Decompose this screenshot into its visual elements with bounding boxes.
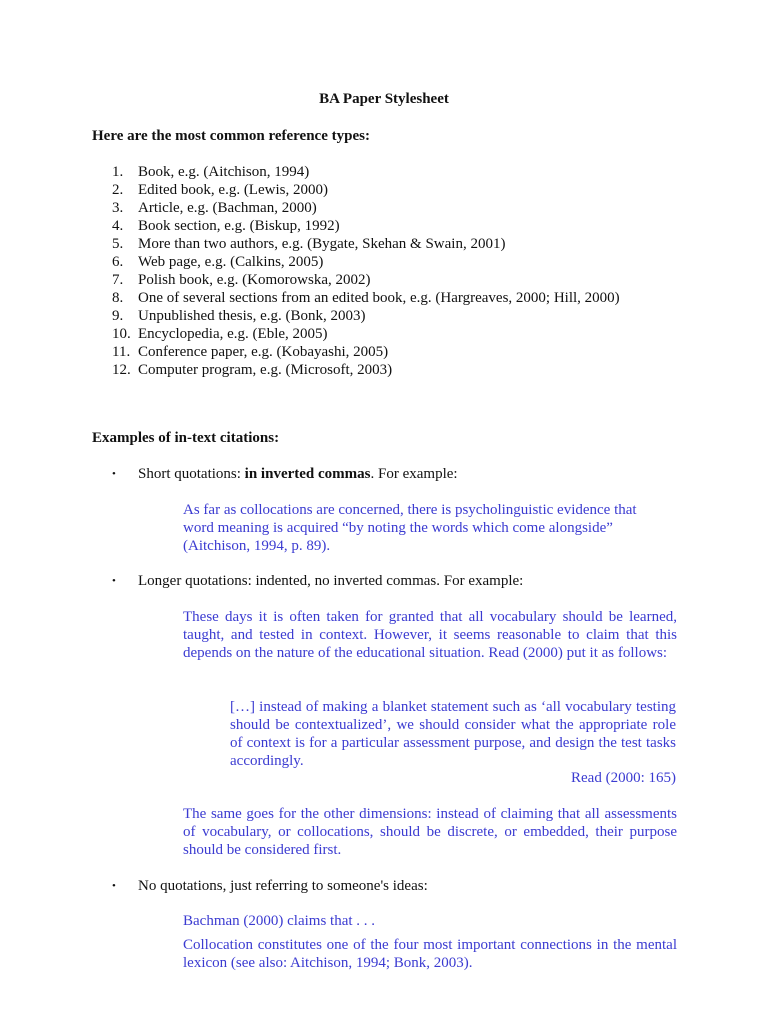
reference-list-item (112, 163, 620, 181)
reference-number: 6. (112, 254, 124, 270)
reference-list-item (112, 325, 620, 343)
references-heading: Here are the most common reference types: (92, 128, 370, 144)
block-quote: […] instead of making a blanket statement such as ‘all vocabulary testing should be contextualized’, we should consider what the appropriate role of context is for a particular assessment purpose, and design the test tasks accordingly. (230, 699, 676, 769)
page-title: BA Paper Stylesheet (319, 91, 449, 107)
longer-quotation-intro: These days it is often taken for granted that all vocabulary should be learned, taught, and tested in context. However, it seems reasonable to claim that this depends on the nature of the educational situation. Read (2000) put it as follows: (183, 609, 677, 661)
reference-number: 4. (112, 218, 124, 234)
reference-number: 2. (112, 182, 124, 198)
short-quotation-example: As far as collocations are concerned, there is psycholinguistic evidence that word meaning is acquired “by noting the words which come alongside” (Aitchison, 1994, p. 89). (183, 502, 637, 554)
no-quotation-example-2: Collocation constitutes one of the four most important connections in the mental lexicon (see also: Aitchison, 1994; Bonk, 2003). (183, 937, 677, 971)
reference-types-list (112, 163, 620, 379)
reference-number: 5. (112, 236, 124, 252)
citations-heading: Examples of in-text citations: (92, 430, 280, 446)
bullet-icon: • (112, 880, 116, 892)
reference-list-item (112, 361, 620, 379)
reference-number: 3. (112, 200, 124, 216)
bullet-icon: • (112, 575, 116, 587)
short-quotations-label (138, 465, 458, 483)
reference-list-item (112, 217, 620, 235)
reference-list-item (112, 307, 620, 325)
reference-text: Conference paper, e.g. (Kobayashi, 2005) (138, 344, 389, 360)
short-quotations-lead: Short quotations: (138, 466, 245, 482)
reference-number: 8. (112, 290, 124, 306)
reference-list-item (112, 235, 620, 253)
reference-list-item (112, 289, 620, 307)
block-quote-source: Read (2000: 165) (571, 770, 676, 786)
reference-text: More than two authors, e.g. (Bygate, Skehan & Swain, 2001) (138, 236, 506, 252)
reference-text: Web page, e.g. (Calkins, 2005) (138, 254, 324, 270)
longer-quotations-label: Longer quotations: indented, no inverted commas. For example: (138, 573, 524, 589)
reference-number: 7. (112, 272, 124, 288)
reference-list-item (112, 199, 620, 217)
longer-quotation-conclusion: The same goes for the other dimensions: instead of claiming that all assessments of vocabulary, or collocations, should be discrete, or embedded, their purpose should be considered first. (183, 806, 677, 858)
reference-number: 11. (112, 344, 131, 360)
reference-text: Edited book, e.g. (Lewis, 2000) (138, 182, 328, 198)
reference-text: Encyclopedia, e.g. (Eble, 2005) (138, 326, 328, 342)
reference-number: 1. (112, 164, 124, 180)
no-quotations-item (112, 877, 428, 895)
short-quotations-item (112, 465, 458, 483)
reference-text: Article, e.g. (Bachman, 2000) (138, 200, 317, 216)
reference-list-item (112, 271, 620, 289)
bullet-icon: • (112, 468, 116, 480)
reference-text: Computer program, e.g. (Microsoft, 2003) (138, 362, 393, 378)
reference-text: Unpublished thesis, e.g. (Bonk, 2003) (138, 308, 366, 324)
reference-text: Polish book, e.g. (Komorowska, 2002) (138, 272, 371, 288)
reference-list-item (112, 181, 620, 199)
short-quotations-tail: . For example: (370, 466, 458, 482)
reference-text: Book, e.g. (Aitchison, 1994) (138, 164, 310, 180)
no-quotation-example-1: Bachman (2000) claims that . . . (183, 913, 376, 929)
reference-text: One of several sections from an edited book, e.g. (Hargreaves, 2000; Hill, 2000) (138, 290, 620, 306)
reference-number: 12. (112, 362, 131, 378)
longer-quotations-item (112, 572, 523, 590)
no-quotations-label: No quotations, just referring to someone's ideas: (138, 878, 428, 894)
reference-list-item (112, 343, 620, 361)
reference-list-item (112, 253, 620, 271)
reference-number: 10. (112, 326, 131, 342)
short-quotations-emphasis: in inverted commas (244, 466, 371, 482)
reference-text: Book section, e.g. (Biskup, 1992) (138, 218, 340, 234)
reference-number: 9. (112, 308, 124, 324)
